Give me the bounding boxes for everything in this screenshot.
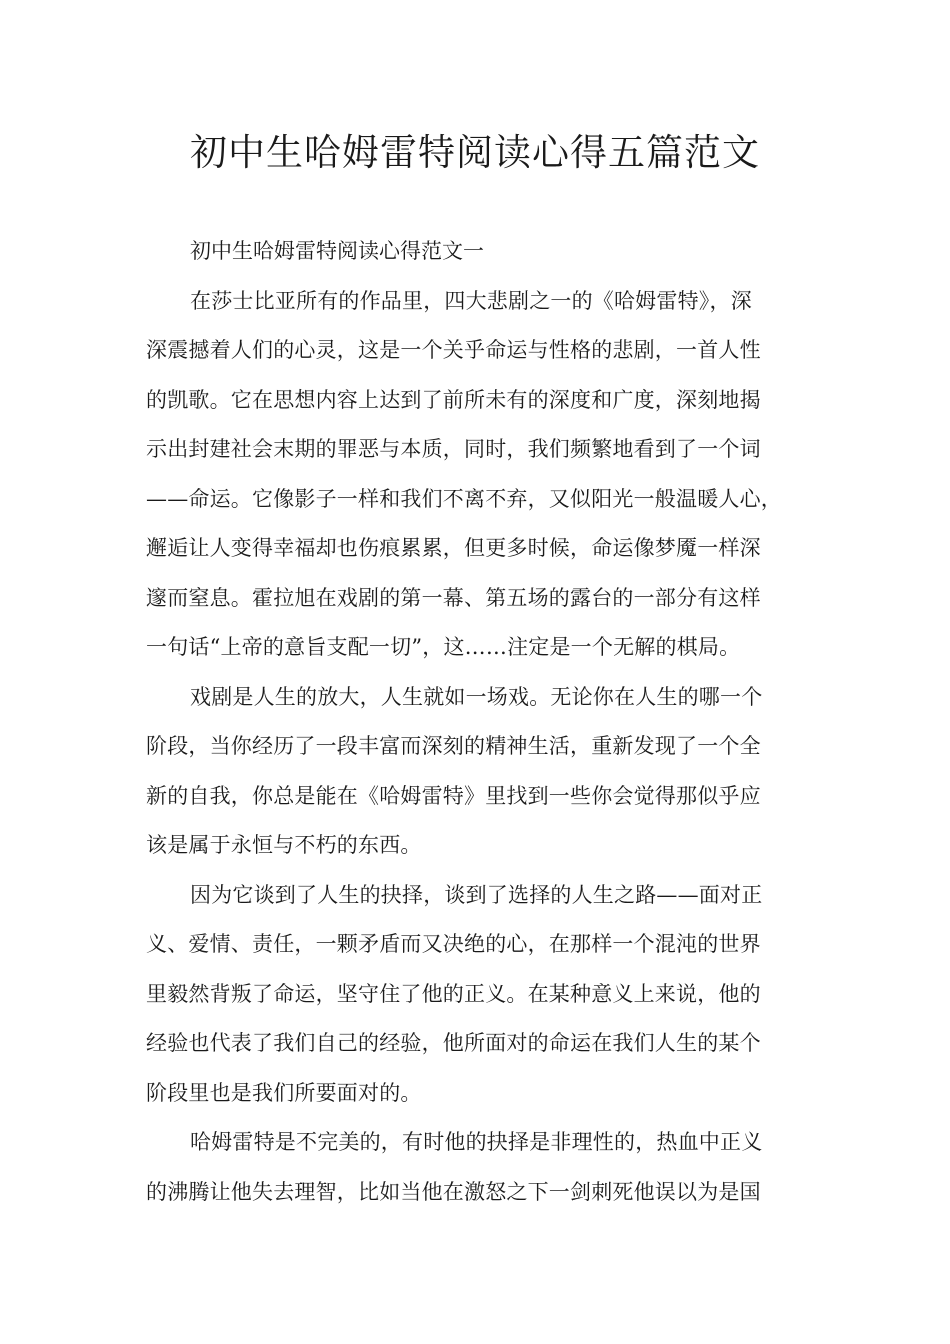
section-heading: 初中生哈姆雷特阅读心得范文一 [190, 239, 484, 263]
paragraph-line: 阶段里也是我们所要面对的。 [146, 1080, 422, 1105]
paragraph-line: 阶段，当你经历了一段丰富而深刻的精神生活，重新发现了一个全 [146, 734, 761, 758]
paragraph-line: 示出封建社会末期的罪恶与本质，同时，我们频繁地看到了一个词 [146, 437, 761, 461]
paragraph-line: 深震撼着人们的心灵，这是一个关乎命运与性格的悲剧，一首人性 [146, 338, 761, 362]
paragraph-line: 经验也代表了我们自己的经验，他所面对的命运在我们人生的某个 [146, 1031, 761, 1055]
paragraph-line: 哈姆雷特是不完美的，有时他的抉择是非理性的，热血中正义 [190, 1130, 763, 1154]
paragraph-2 [146, 673, 810, 871]
paragraph-line: 一句话“上帝的意旨支配一切”，这……注定是一个无解的棋局。 [146, 635, 741, 659]
paragraph-line: 新的自我，你总是能在《哈姆雷特》里找到一些你会觉得那似乎应 [146, 783, 761, 808]
paragraph-line: 的沸腾让他失去理智，比如当他在激怒之下一剑刺死他误以为是国 [146, 1179, 761, 1204]
paragraph-line: 的凯歌。它在思想内容上达到了前所未有的深度和广度，深刻地揭 [146, 387, 761, 412]
paragraph-1 [146, 277, 810, 673]
paragraph-line: 里毅然背叛了命运，坚守住了他的正义。在某种意义上来说，他的 [146, 981, 761, 1006]
paragraph-line: 在莎士比亚所有的作品里，四大悲剧之一的《哈姆雷特》，深 [190, 288, 752, 313]
paragraph-line: 因为它谈到了人生的抉择，谈到了选择的人生之路——面对正 [190, 882, 763, 907]
paragraph-line: 戏剧是人生的放大，人生就如一场戏。无论你在人生的哪一个 [190, 684, 763, 709]
paragraph-line: 该是属于永恒与不朽的东西。 [146, 833, 422, 857]
paragraph-4 [146, 1118, 810, 1217]
document-body [146, 227, 810, 1217]
document-title: 初中生哈姆雷特阅读心得五篇范文 [190, 131, 760, 174]
paragraph-line: 义、爱情、责任，一颗矛盾而又决绝的心，在那样一个混沌的世界 [146, 932, 761, 956]
paragraph-line: 邃而窒息。霍拉旭在戏剧的第一幕、第五场的露台的一部分有这样 [146, 585, 761, 610]
paragraph-line: ——命运。它像影子一样和我们不离不弃，又似阳光一般温暖人心， [146, 486, 782, 511]
paragraph-3 [146, 871, 810, 1119]
paragraph-line: 邂逅让人变得幸福却也伤痕累累，但更多时候，命运像梦魇一样深 [146, 536, 761, 560]
